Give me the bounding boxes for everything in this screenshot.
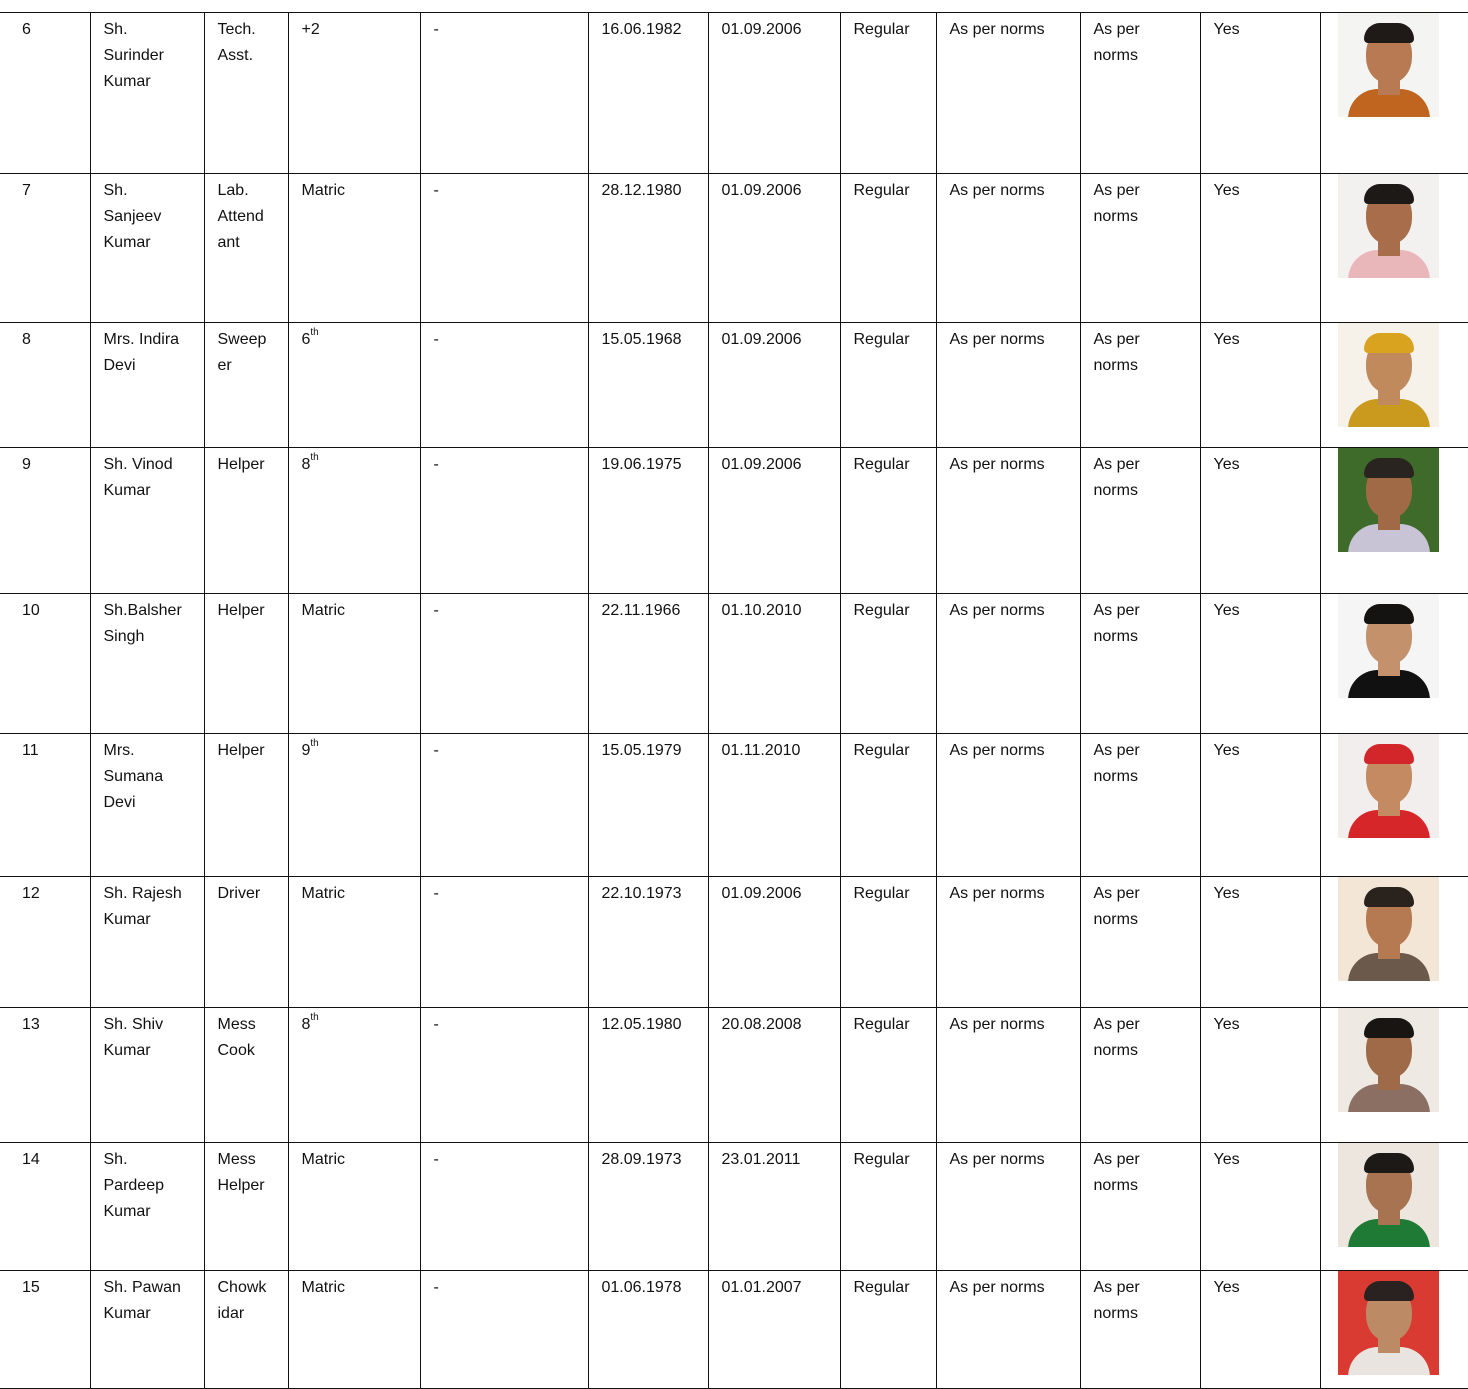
date-of-joining-text: 01.11.2010 bbox=[721, 742, 801, 759]
qualification-cell bbox=[288, 1143, 420, 1271]
serial-number-cell bbox=[0, 1271, 90, 1389]
pay-scale-text: As per norms bbox=[949, 21, 1045, 38]
appointment-type-cell bbox=[840, 734, 936, 877]
appointment-type-text: Regular bbox=[853, 1151, 910, 1168]
norms-text: As per bbox=[1093, 742, 1140, 759]
name-text: Kumar bbox=[103, 1305, 151, 1322]
additional-qualification-cell bbox=[420, 1008, 588, 1143]
qualification-cell bbox=[288, 174, 420, 323]
designation-cell bbox=[204, 174, 288, 323]
date-of-birth-text: 15.05.1979 bbox=[601, 742, 682, 759]
norms-text: As per bbox=[1093, 182, 1140, 199]
date-of-birth-text: 12.05.1980 bbox=[601, 1016, 682, 1033]
status-text: Yes bbox=[1213, 182, 1240, 199]
serial-number-cell bbox=[0, 877, 90, 1008]
norms-text: norms bbox=[1093, 482, 1138, 499]
ordinal-suffix: th bbox=[310, 327, 319, 338]
name-text: Pardeep bbox=[103, 1177, 164, 1194]
status-text: Yes bbox=[1213, 456, 1240, 473]
designation-cell bbox=[204, 323, 288, 448]
additional-qualification-cell bbox=[420, 448, 588, 594]
table-row bbox=[0, 174, 1468, 323]
photo-hair bbox=[1364, 1153, 1414, 1173]
norms-cell bbox=[1080, 323, 1200, 448]
additional-qualification-text: - bbox=[433, 602, 439, 619]
date-of-joining-text: 23.01.2011 bbox=[721, 1151, 801, 1168]
photo-cell bbox=[1320, 734, 1468, 877]
qualification-cell bbox=[288, 13, 420, 174]
status-text: Yes bbox=[1213, 1151, 1240, 1168]
name-text: Mrs. bbox=[103, 742, 135, 759]
date-of-birth-text: 01.06.1978 bbox=[601, 1279, 682, 1296]
additional-qualification-text: - bbox=[433, 456, 439, 473]
designation-cell bbox=[204, 734, 288, 877]
norms-text: As per bbox=[1093, 456, 1140, 473]
norms-text: As per bbox=[1093, 21, 1140, 38]
serial-number-text: 12 bbox=[22, 885, 40, 902]
photo-hair bbox=[1364, 23, 1414, 43]
date-of-birth-text: 28.09.1973 bbox=[601, 1151, 682, 1168]
name-text: Kumar bbox=[103, 1203, 151, 1220]
norms-cell bbox=[1080, 174, 1200, 323]
appointment-type-cell bbox=[840, 1271, 936, 1389]
norms-cell bbox=[1080, 877, 1200, 1008]
designation-text: er bbox=[217, 357, 232, 374]
name-cell bbox=[90, 323, 204, 448]
date-of-birth-text: 15.05.1968 bbox=[601, 331, 682, 348]
date-of-joining-text: 01.09.2006 bbox=[721, 21, 802, 38]
photo-hair bbox=[1364, 887, 1414, 907]
qualification-cell bbox=[288, 1271, 420, 1389]
table-row bbox=[0, 1143, 1468, 1271]
norms-text: As per bbox=[1093, 1151, 1140, 1168]
pay-scale-text: As per norms bbox=[949, 182, 1045, 199]
date-of-joining-text: 01.09.2006 bbox=[721, 182, 802, 199]
qualification-cell bbox=[288, 323, 420, 448]
serial-number-text: 8 bbox=[22, 331, 31, 348]
qualification-text: Matric bbox=[301, 1151, 346, 1168]
status-cell bbox=[1200, 174, 1320, 323]
norms-text: As per bbox=[1093, 1016, 1140, 1033]
pay-scale-text: As per norms bbox=[949, 602, 1045, 619]
norms-text: As per bbox=[1093, 331, 1140, 348]
norms-cell bbox=[1080, 13, 1200, 174]
appointment-type-cell bbox=[840, 13, 936, 174]
additional-qualification-cell bbox=[420, 323, 588, 448]
appointment-type-cell bbox=[840, 594, 936, 734]
date-of-birth-text: 22.11.1966 bbox=[601, 602, 681, 619]
photo-hair bbox=[1364, 184, 1414, 204]
designation-text: Helper bbox=[217, 1177, 265, 1194]
qualification-text: 6 bbox=[301, 331, 311, 348]
norms-cell bbox=[1080, 448, 1200, 594]
name-cell bbox=[90, 448, 204, 594]
norms-text: norms bbox=[1093, 911, 1138, 928]
table-row bbox=[0, 323, 1468, 448]
date-of-joining-cell bbox=[708, 1143, 840, 1271]
pay-scale-cell bbox=[936, 13, 1080, 174]
serial-number-cell bbox=[0, 594, 90, 734]
photo-cell bbox=[1320, 448, 1468, 594]
designation-text: Attend bbox=[217, 208, 264, 225]
additional-qualification-text: - bbox=[433, 21, 439, 38]
date-of-joining-text: 01.09.2006 bbox=[721, 456, 802, 473]
appointment-type-cell bbox=[840, 1008, 936, 1143]
designation-text: Helper bbox=[217, 456, 265, 473]
status-text: Yes bbox=[1213, 885, 1240, 902]
designation-text: ant bbox=[217, 234, 240, 251]
date-of-joining-cell bbox=[708, 594, 840, 734]
name-cell bbox=[90, 1143, 204, 1271]
serial-number-cell bbox=[0, 13, 90, 174]
appointment-type-text: Regular bbox=[853, 182, 910, 199]
norms-cell bbox=[1080, 1008, 1200, 1143]
status-cell bbox=[1200, 13, 1320, 174]
additional-qualification-cell bbox=[420, 877, 588, 1008]
photo-cell bbox=[1320, 877, 1468, 1008]
staff-table-page bbox=[0, 12, 1468, 1388]
serial-number-cell bbox=[0, 734, 90, 877]
status-cell bbox=[1200, 1143, 1320, 1271]
additional-qualification-cell bbox=[420, 1143, 588, 1271]
date-of-joining-cell bbox=[708, 1271, 840, 1389]
norms-cell bbox=[1080, 734, 1200, 877]
name-text: Surinder bbox=[103, 47, 164, 64]
name-text: Sh. bbox=[103, 21, 128, 38]
appointment-type-cell bbox=[840, 448, 936, 594]
name-cell bbox=[90, 594, 204, 734]
serial-number-text: 9 bbox=[22, 456, 31, 473]
status-cell bbox=[1200, 594, 1320, 734]
appointment-type-cell bbox=[840, 174, 936, 323]
status-cell bbox=[1200, 1008, 1320, 1143]
photo-cell bbox=[1320, 323, 1468, 448]
additional-qualification-cell bbox=[420, 13, 588, 174]
status-cell bbox=[1200, 877, 1320, 1008]
serial-number-text: 13 bbox=[22, 1016, 40, 1033]
serial-number-cell bbox=[0, 174, 90, 323]
qualification-cell bbox=[288, 877, 420, 1008]
appointment-type-text: Regular bbox=[853, 331, 910, 348]
qualification-text: Matric bbox=[301, 1279, 346, 1296]
name-cell bbox=[90, 734, 204, 877]
norms-text: norms bbox=[1093, 357, 1138, 374]
date-of-birth-cell bbox=[588, 323, 708, 448]
date-of-joining-cell bbox=[708, 448, 840, 594]
serial-number-text: 15 bbox=[22, 1279, 40, 1296]
designation-text: Lab. bbox=[217, 182, 249, 199]
designation-text: Driver bbox=[217, 885, 261, 902]
qualification-text: Matric bbox=[301, 602, 346, 619]
designation-text: idar bbox=[217, 1305, 245, 1322]
passport-photo bbox=[1338, 1008, 1439, 1112]
norms-text: norms bbox=[1093, 1042, 1138, 1059]
serial-number-text: 11 bbox=[22, 742, 39, 759]
name-text: Sh. Vinod bbox=[103, 456, 173, 473]
pay-scale-text: As per norms bbox=[949, 742, 1045, 759]
additional-qualification-text: - bbox=[433, 1151, 439, 1168]
staff-table bbox=[0, 12, 1468, 1389]
date-of-birth-text: 22.10.1973 bbox=[601, 885, 682, 902]
name-text: Kumar bbox=[103, 73, 151, 90]
pay-scale-cell bbox=[936, 1143, 1080, 1271]
date-of-birth-cell bbox=[588, 1008, 708, 1143]
status-cell bbox=[1200, 734, 1320, 877]
designation-text: Cook bbox=[217, 1042, 255, 1059]
table-row bbox=[0, 1008, 1468, 1143]
serial-number-cell bbox=[0, 1143, 90, 1271]
name-text: Kumar bbox=[103, 234, 151, 251]
passport-photo bbox=[1338, 1271, 1439, 1375]
additional-qualification-text: - bbox=[433, 885, 439, 902]
date-of-birth-cell bbox=[588, 174, 708, 323]
photo-hair bbox=[1364, 458, 1414, 478]
passport-photo bbox=[1338, 13, 1439, 117]
pay-scale-cell bbox=[936, 877, 1080, 1008]
photo-hair bbox=[1364, 333, 1414, 353]
designation-cell bbox=[204, 448, 288, 594]
photo-hair bbox=[1364, 604, 1414, 624]
serial-number-cell bbox=[0, 323, 90, 448]
date-of-birth-cell bbox=[588, 877, 708, 1008]
norms-text: norms bbox=[1093, 1177, 1138, 1194]
norms-text: As per bbox=[1093, 885, 1140, 902]
passport-photo bbox=[1338, 877, 1439, 981]
additional-qualification-cell bbox=[420, 174, 588, 323]
qualification-text: 9 bbox=[301, 742, 311, 759]
norms-text: norms bbox=[1093, 1305, 1138, 1322]
designation-cell bbox=[204, 1008, 288, 1143]
designation-text: Sweep bbox=[217, 331, 267, 348]
additional-qualification-cell bbox=[420, 734, 588, 877]
serial-number-text: 7 bbox=[22, 182, 31, 199]
staff-table-body bbox=[0, 13, 1468, 1389]
name-cell bbox=[90, 877, 204, 1008]
appointment-type-cell bbox=[840, 323, 936, 448]
qualification-cell bbox=[288, 734, 420, 877]
qualification-cell bbox=[288, 448, 420, 594]
status-text: Yes bbox=[1213, 331, 1240, 348]
name-cell bbox=[90, 1271, 204, 1389]
date-of-joining-cell bbox=[708, 13, 840, 174]
qualification-text: Matric bbox=[301, 885, 346, 902]
pay-scale-cell bbox=[936, 734, 1080, 877]
name-cell bbox=[90, 174, 204, 323]
name-text: Sh. bbox=[103, 1151, 128, 1168]
name-text: Sumana bbox=[103, 768, 164, 785]
appointment-type-text: Regular bbox=[853, 456, 910, 473]
table-row bbox=[0, 594, 1468, 734]
serial-number-text: 10 bbox=[22, 602, 40, 619]
pay-scale-cell bbox=[936, 448, 1080, 594]
norms-text: norms bbox=[1093, 208, 1138, 225]
qualification-text: 8 bbox=[301, 1016, 311, 1033]
name-text: Singh bbox=[103, 628, 145, 645]
pay-scale-cell bbox=[936, 594, 1080, 734]
appointment-type-cell bbox=[840, 1143, 936, 1271]
appointment-type-text: Regular bbox=[853, 602, 910, 619]
date-of-joining-text: 20.08.2008 bbox=[721, 1016, 802, 1033]
qualification-cell bbox=[288, 594, 420, 734]
designation-cell bbox=[204, 1143, 288, 1271]
photo-cell bbox=[1320, 1143, 1468, 1271]
name-text: Kumar bbox=[103, 1042, 151, 1059]
photo-cell bbox=[1320, 1008, 1468, 1143]
pay-scale-text: As per norms bbox=[949, 456, 1045, 473]
name-cell bbox=[90, 13, 204, 174]
date-of-birth-cell bbox=[588, 1271, 708, 1389]
serial-number-cell bbox=[0, 448, 90, 594]
date-of-birth-cell bbox=[588, 448, 708, 594]
date-of-joining-text: 01.09.2006 bbox=[721, 885, 802, 902]
pay-scale-text: As per norms bbox=[949, 331, 1045, 348]
serial-number-text: 14 bbox=[22, 1151, 40, 1168]
status-text: Yes bbox=[1213, 1279, 1240, 1296]
pay-scale-text: As per norms bbox=[949, 1016, 1045, 1033]
date-of-birth-cell bbox=[588, 1143, 708, 1271]
name-text: Sh. Shiv bbox=[103, 1016, 164, 1033]
photo-cell bbox=[1320, 594, 1468, 734]
qualification-cell bbox=[288, 1008, 420, 1143]
designation-cell bbox=[204, 877, 288, 1008]
designation-cell bbox=[204, 13, 288, 174]
table-row bbox=[0, 877, 1468, 1008]
pay-scale-cell bbox=[936, 1271, 1080, 1389]
photo-cell bbox=[1320, 174, 1468, 323]
pay-scale-cell bbox=[936, 1008, 1080, 1143]
qualification-text: Matric bbox=[301, 182, 346, 199]
norms-text: norms bbox=[1093, 768, 1138, 785]
passport-photo bbox=[1338, 734, 1439, 838]
date-of-birth-cell bbox=[588, 13, 708, 174]
name-text: Sh. Pawan bbox=[103, 1279, 181, 1296]
name-text: Sanjeev bbox=[103, 208, 162, 225]
date-of-joining-text: 01.01.2007 bbox=[721, 1279, 802, 1296]
photo-cell bbox=[1320, 13, 1468, 174]
date-of-birth-cell bbox=[588, 594, 708, 734]
date-of-joining-cell bbox=[708, 174, 840, 323]
pay-scale-cell bbox=[936, 174, 1080, 323]
additional-qualification-text: - bbox=[433, 1279, 439, 1296]
qualification-text: 8 bbox=[301, 456, 311, 473]
status-text: Yes bbox=[1213, 21, 1240, 38]
appointment-type-text: Regular bbox=[853, 21, 910, 38]
norms-cell bbox=[1080, 1143, 1200, 1271]
status-text: Yes bbox=[1213, 602, 1240, 619]
appointment-type-text: Regular bbox=[853, 1016, 910, 1033]
name-text: Kumar bbox=[103, 911, 151, 928]
appointment-type-text: Regular bbox=[853, 1279, 910, 1296]
norms-text: norms bbox=[1093, 47, 1138, 64]
photo-cell bbox=[1320, 1271, 1468, 1389]
designation-text: Asst. bbox=[217, 47, 254, 64]
passport-photo bbox=[1338, 323, 1439, 427]
norms-cell bbox=[1080, 1271, 1200, 1389]
additional-qualification-cell bbox=[420, 594, 588, 734]
name-text: Kumar bbox=[103, 482, 151, 499]
photo-hair bbox=[1364, 744, 1414, 764]
pay-scale-text: As per norms bbox=[949, 1151, 1045, 1168]
passport-photo bbox=[1338, 1143, 1439, 1247]
pay-scale-text: As per norms bbox=[949, 885, 1045, 902]
serial-number-cell bbox=[0, 1008, 90, 1143]
name-cell bbox=[90, 1008, 204, 1143]
name-text: Sh. bbox=[103, 182, 128, 199]
date-of-birth-cell bbox=[588, 734, 708, 877]
name-text: Devi bbox=[103, 357, 136, 374]
pay-scale-cell bbox=[936, 323, 1080, 448]
pay-scale-text: As per norms bbox=[949, 1279, 1045, 1296]
date-of-birth-text: 16.06.1982 bbox=[601, 21, 682, 38]
date-of-joining-cell bbox=[708, 877, 840, 1008]
additional-qualification-text: - bbox=[433, 182, 439, 199]
status-text: Yes bbox=[1213, 742, 1240, 759]
photo-hair bbox=[1364, 1018, 1414, 1038]
status-cell bbox=[1200, 1271, 1320, 1389]
additional-qualification-cell bbox=[420, 1271, 588, 1389]
table-row bbox=[0, 1271, 1468, 1389]
norms-text: norms bbox=[1093, 628, 1138, 645]
norms-text: As per bbox=[1093, 1279, 1140, 1296]
designation-text: Helper bbox=[217, 742, 265, 759]
photo-hair bbox=[1364, 1281, 1414, 1301]
date-of-joining-cell bbox=[708, 323, 840, 448]
name-text: Mrs. Indira bbox=[103, 331, 180, 348]
date-of-joining-text: 01.09.2006 bbox=[721, 331, 802, 348]
ordinal-suffix: th bbox=[310, 452, 319, 463]
date-of-joining-cell bbox=[708, 1008, 840, 1143]
additional-qualification-text: - bbox=[433, 742, 439, 759]
designation-text: Mess bbox=[217, 1016, 256, 1033]
additional-qualification-text: - bbox=[433, 331, 439, 348]
appointment-type-cell bbox=[840, 877, 936, 1008]
ordinal-suffix: th bbox=[310, 738, 319, 749]
passport-photo bbox=[1338, 594, 1439, 698]
appointment-type-text: Regular bbox=[853, 742, 910, 759]
appointment-type-text: Regular bbox=[853, 885, 910, 902]
designation-text: Helper bbox=[217, 602, 265, 619]
passport-photo bbox=[1338, 174, 1439, 278]
name-text: Sh. Rajesh bbox=[103, 885, 182, 902]
date-of-birth-text: 19.06.1975 bbox=[601, 456, 682, 473]
status-cell bbox=[1200, 448, 1320, 594]
status-cell bbox=[1200, 323, 1320, 448]
norms-cell bbox=[1080, 594, 1200, 734]
designation-cell bbox=[204, 1271, 288, 1389]
ordinal-suffix: th bbox=[310, 1012, 319, 1023]
name-text: Sh.Balsher bbox=[103, 602, 182, 619]
date-of-birth-text: 28.12.1980 bbox=[601, 182, 682, 199]
qualification-text: +2 bbox=[301, 21, 320, 38]
date-of-joining-cell bbox=[708, 734, 840, 877]
serial-number-text: 6 bbox=[22, 21, 31, 38]
table-row bbox=[0, 13, 1468, 174]
status-text: Yes bbox=[1213, 1016, 1240, 1033]
date-of-joining-text: 01.10.2010 bbox=[721, 602, 802, 619]
table-row bbox=[0, 734, 1468, 877]
passport-photo bbox=[1338, 448, 1439, 552]
designation-text: Chowk bbox=[217, 1279, 267, 1296]
designation-text: Mess bbox=[217, 1151, 256, 1168]
name-text: Devi bbox=[103, 794, 136, 811]
designation-text: Tech. bbox=[217, 21, 256, 38]
norms-text: As per bbox=[1093, 602, 1140, 619]
table-row bbox=[0, 448, 1468, 594]
designation-cell bbox=[204, 594, 288, 734]
additional-qualification-text: - bbox=[433, 1016, 439, 1033]
